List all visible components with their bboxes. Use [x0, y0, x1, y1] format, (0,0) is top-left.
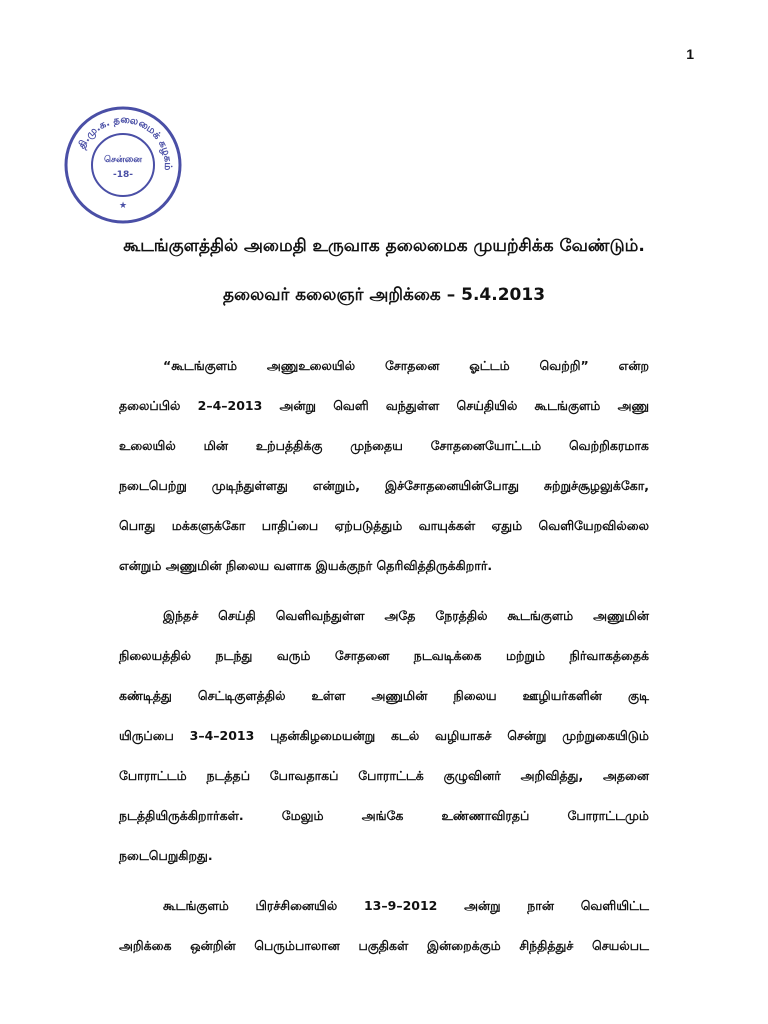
word: அணுமின் — [593, 608, 649, 623]
paragraph-3-line — [163, 896, 649, 916]
word: நடந்து — [215, 648, 253, 663]
word: வந்துள்ள — [385, 398, 440, 413]
word: கண்டித்து — [119, 688, 172, 703]
paragraph-2-line: நடைபெறுகிறது. — [119, 848, 213, 863]
word: நிலைய — [453, 688, 497, 703]
word: ஒன்றின் — [190, 938, 236, 953]
word: நடத்தியிருக்கிறார்கள். — [119, 808, 244, 823]
word: செட்டிகுளத்தில் — [197, 688, 286, 703]
word: போராட்டம் — [119, 768, 187, 783]
word: குடி — [627, 688, 649, 703]
paragraph-2-line — [119, 646, 649, 666]
word: பிரச்சினையில் — [255, 898, 338, 913]
word: அணு — [617, 398, 649, 413]
word: அதனை — [603, 768, 649, 783]
word: “கூடங்குளம் — [163, 358, 238, 373]
paragraph-2-line — [119, 766, 649, 786]
word: தலைப்பில் — [119, 398, 181, 413]
word: உள்ள — [311, 688, 346, 703]
word: ஏதும் — [491, 518, 523, 533]
word: இச்சோதனையின்போது — [384, 478, 519, 493]
word: பாதிப்பை — [261, 518, 319, 533]
word: உண்ணாவிரதப் — [441, 808, 530, 823]
word: கடல் — [390, 728, 420, 743]
word: முடிந்துள்ளது — [211, 478, 288, 493]
word: நிர்வாகத்தைக் — [569, 648, 649, 663]
word: சென்று — [507, 728, 547, 743]
word: உற்பத்திக்கு — [255, 438, 323, 453]
party-seal-stamp — [62, 104, 184, 226]
document-title: கூடங்குளத்தில் அமைதி உருவாக தலைமைக முயற்சிக்க வேண்டும். — [123, 236, 645, 256]
word: சோதனை — [384, 358, 440, 373]
word: கூடங்குளம் — [534, 398, 601, 413]
page-number: 1 — [686, 46, 694, 62]
word: வெற்றிகரமாக — [568, 438, 649, 453]
word: அறிக்கை — [119, 938, 172, 953]
word: செயல்பட — [591, 938, 649, 953]
word: வெளியேறவில்லை — [538, 518, 649, 533]
seal-ring-text: தி.மு.க. தலைமைக் கழகம் — [76, 114, 174, 171]
word: ஊழியர்களின் — [522, 688, 602, 703]
seal-center-number: -18- — [113, 170, 133, 180]
word: பகுதிகள் — [358, 938, 409, 953]
word: இந்தச் — [163, 608, 199, 623]
word: 2–4–2013 — [197, 398, 263, 413]
word: கூடங்குளம் — [507, 608, 574, 623]
word: என்ற — [618, 358, 649, 373]
word: அணுஉலையில் — [266, 358, 356, 373]
word: ஓட்டம் — [469, 358, 510, 373]
word: நிலையத்தில் — [119, 648, 192, 663]
word: போராட்டக் — [358, 768, 424, 783]
word: என்றும், — [312, 478, 360, 493]
word: அன்று — [279, 398, 316, 413]
paragraph-1-line — [119, 436, 649, 456]
word: வரும் — [276, 648, 311, 663]
word: போவதாகப் — [269, 768, 339, 783]
word: பெரும்பாலான — [254, 938, 340, 953]
word: யிருப்பை — [119, 728, 174, 743]
word: வெளிவந்துள்ள — [275, 608, 365, 623]
word: வெளியிட்ட — [580, 898, 649, 913]
word: குழுவினர் — [443, 768, 501, 783]
paragraph-1-line: என்றும் அணுமின் நிலைய வளாக இயக்குநர் தெரிவித்திருக்கிறார். — [119, 558, 493, 573]
word: சோதனை — [334, 648, 390, 663]
word: மேலும் — [281, 808, 324, 823]
word: பொது — [119, 518, 156, 533]
word: முந்தைய — [350, 438, 403, 453]
word: ஏற்படுத்தும் — [334, 518, 403, 533]
word: வாயுக்கள் — [418, 518, 476, 533]
word: மின் — [203, 438, 229, 453]
word: செய்தி — [218, 608, 256, 623]
document-subtitle: தலைவர் கலைஞர் அறிக்கை – 5.4.2013 — [222, 285, 546, 305]
word: வெற்றி” — [539, 358, 589, 373]
seal-center-city: சென்னை — [104, 155, 142, 165]
word: நேரத்தில் — [435, 608, 488, 623]
word: அணுமின் — [371, 688, 428, 703]
word: வெளி — [333, 398, 369, 413]
word: அங்கே — [361, 808, 404, 823]
word: நான் — [527, 898, 554, 913]
word: மக்களுக்கோ — [171, 518, 246, 533]
word: நடத்தப் — [206, 768, 250, 783]
paragraph-1-line — [119, 476, 649, 496]
paragraph-2-line — [163, 606, 649, 626]
word: கூடங்குளம் — [163, 898, 229, 913]
word: புதன்கிழமையன்று — [270, 728, 376, 743]
word: நடைபெற்று — [119, 478, 187, 493]
word: வழியாகச் — [435, 728, 492, 743]
paragraph-2-line — [119, 806, 649, 826]
word: அதே — [384, 608, 416, 623]
word: செய்தியில் — [456, 398, 518, 413]
paragraph-1-line — [163, 356, 649, 376]
word: அறிவித்து, — [520, 768, 584, 783]
word: நடவடிக்கை — [413, 648, 482, 663]
paragraph-1-line — [119, 516, 649, 536]
word: 13–9–2012 — [363, 898, 438, 913]
word: மற்றும் — [505, 648, 546, 663]
seal-star-icon: ★ — [118, 201, 128, 211]
word: இன்றைக்கும் — [426, 938, 501, 953]
word: அன்று — [464, 898, 501, 913]
word: 3–4–2013 — [189, 728, 255, 743]
word: சோதனையோட்டம் — [430, 438, 542, 453]
paragraph-2-line — [119, 686, 649, 706]
word: சுற்றுச்சூழலுக்கோ, — [543, 478, 649, 493]
word: போராட்டமும் — [567, 808, 649, 823]
paragraph-1-line — [119, 396, 649, 416]
word: முற்றுகையிடும் — [562, 728, 649, 743]
paragraph-2-line — [119, 726, 649, 746]
word: சிந்தித்துச் — [519, 938, 574, 953]
paragraph-3-line — [119, 936, 649, 956]
word: உலையில் — [119, 438, 176, 453]
